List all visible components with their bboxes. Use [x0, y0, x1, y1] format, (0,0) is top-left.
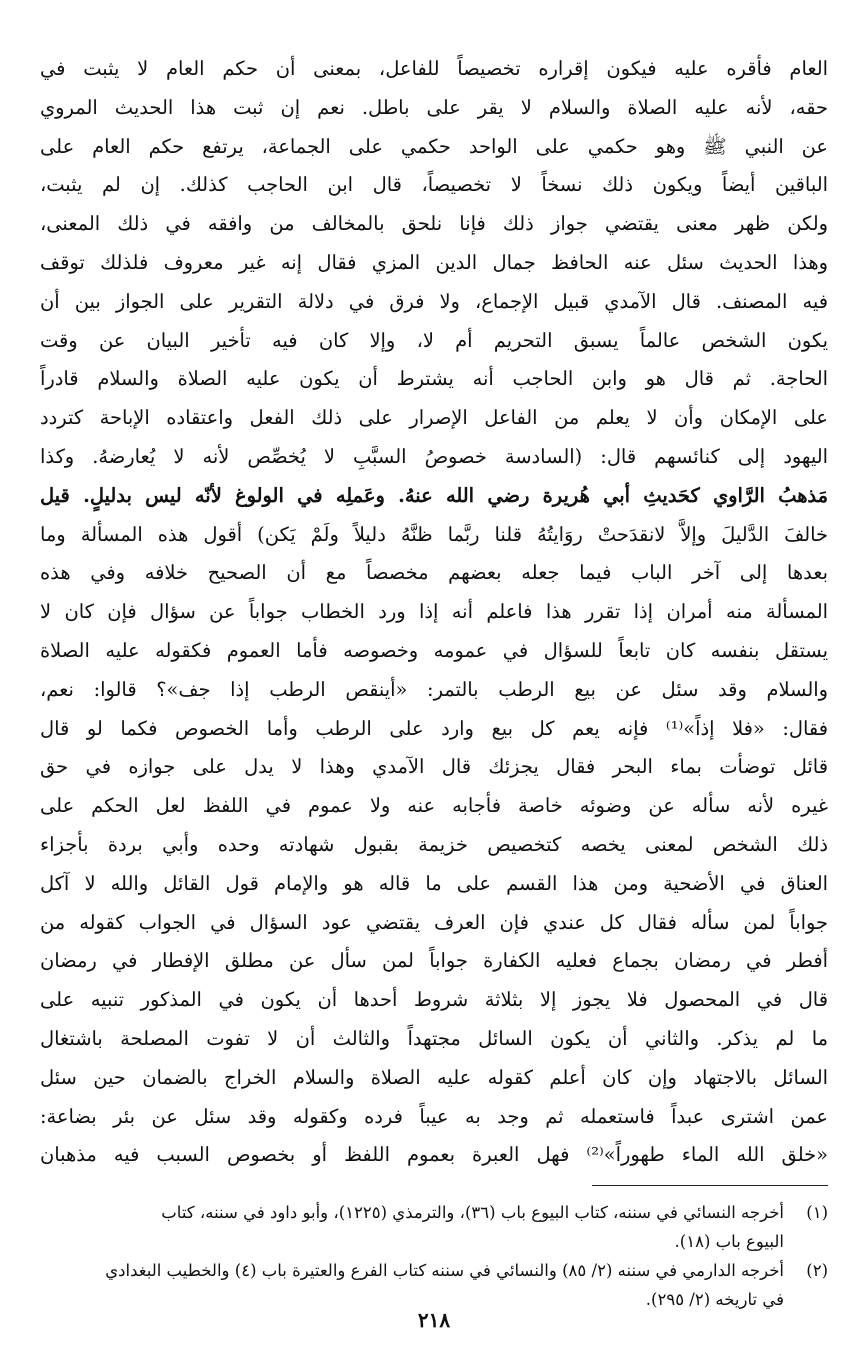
footnote-line: البيوع باب (١٨).: [674, 1232, 784, 1252]
body-line: حقه، لأنه عليه الصلاة والسلام لا يقر على باطل. نعم إن ثبت هذا الحديث المروي: [40, 95, 828, 119]
body-line: خالفَ الدَّليلَ وإلاَّ لانقدَحتْ روَايتُهُ قلنا ربَّما ظنَّهُ دليلاً ولَمْ يَكن) أقول هذه المسألة وما: [40, 522, 828, 546]
footnote: [40, 1198, 828, 1256]
page-content: [40, 50, 828, 1314]
body-line: على الإمكان وأن لا يعلم من الفاعل الإصرار على ذلك الفعل واعتقاده الإباحة كتردد: [40, 406, 828, 430]
body-line: يكون الشخص عالماً يسبق التحريم أم لا، وإلا كان فيه تأخير البيان عن وقت: [40, 328, 828, 352]
body-text: [40, 50, 828, 1175]
body-line: «خلق الله الماء طهوراً»⁽²⁾ فهل العبرة بعموم اللفظ أو بخصوص السبب فيه مذهبان: [40, 1143, 828, 1167]
body-line: السائل بالاجتهاد وإن كان أعلم كقوله عليه الصلاة والسلام الخراج بالضمان حين سئل: [40, 1065, 828, 1089]
body-line: الحاجة. ثم قال هو وابن الحاجب أنه يشترط أن يكون عليه الصلاة والسلام قادراً: [40, 367, 828, 391]
body-line: فيه المصنف. قال الآمدي قبيل الإجماع، ولا فرق في دلالة التقرير على الجواز بين أن: [40, 289, 828, 313]
footnote-line: أخرجه النسائي في سننه، كتاب البيوع باب (٣٦)، والترمذي (١٢٢٥)، وأبو داود في سننه، كتاب: [161, 1203, 784, 1223]
footnote-text: [40, 1198, 784, 1256]
body-line: الباقين أيضاً ويكون ذلك نسخاً لا تخصيصاً، قال ابن الحاجب كذلك. إن لم يثبت،: [40, 173, 828, 197]
footnote-text: [40, 1256, 784, 1314]
body-line: اليهود إلى كنائسهم قال: (السادسة خصوصُ السبَّبِ لا يُخصِّص لأنه لا يُعارضهُ. وكذا: [40, 444, 828, 468]
footnote-number: (٢): [806, 1261, 828, 1281]
footnote-line: أخرجه الدارمي في سننه (٢/ ٨٥) والنسائي في سننه كتاب الفرع والعتيرة باب (٤) والخطيب البغدادي: [105, 1261, 784, 1281]
body-line: والسلام وقد سئل عن بيع الرطب بالتمر: «أينقص الرطب إذا جف»؟ قالوا: نعم،: [40, 677, 828, 701]
footnotes: [40, 1198, 828, 1314]
footnote-number: (١): [806, 1203, 828, 1223]
footnote: [40, 1256, 828, 1314]
footnote-separator: [592, 1185, 828, 1186]
footnote-line: في تاريخه (٢/ ٢٩٥).: [645, 1290, 784, 1310]
body-line: ذلك الشخص لمعنى يخصه كتخصيص خزيمة بقبول شهادته وحده وأبي بردة بأجزاء: [40, 832, 828, 856]
body-line: بعدها إلى آخر الباب فيما جعله بعضهم مخصصاً مع أن الصحيح خلافه وفي هذه: [40, 561, 828, 585]
body-line: غيره لأنه سأله عن وضوئه خاصة فأجابه عنه ولا عموم في اللفظ لعل الحكم على: [40, 794, 828, 818]
body-line: وهذا الحديث سئل عنه الحافظ جمال الدين المزي فقال إنه غير معروف فلذلك توقف: [40, 250, 828, 274]
body-line: جواباً لمن سأله فقال كل عندي فإن العرف يقتضي عود السؤال في الجواب كقوله من: [40, 910, 828, 934]
body-line: فقال: «فلا إذاً»⁽¹⁾ فإنه يعم كل بيع وارد على الرطب وأما الخصوص فكما لو قال: [40, 716, 828, 740]
body-line: المسألة منه أمران إذا تقرر هذا فاعلم أنه إذا ورد الخطاب جواباً عن سؤال فإن كان لا: [40, 600, 828, 624]
body-line: عن النبي ﷺ وهو حكمي على الواحد حكمي على الجماعة، يرتفع حكم العام على: [40, 134, 828, 158]
page-number: ٢١٨: [417, 1308, 451, 1332]
body-line: يستقل بنفسه كان تابعاً للسؤال في عمومه وخصوصه فأما العموم فكقوله عليه الصلاة: [40, 638, 828, 662]
body-line: قائل توضأت بماء البحر فقال يجزئك قال الآمدي وهذا لا يدل على جوازه في حق: [40, 755, 828, 779]
body-line: عمن اشترى عبداً فاستعمله ثم وجد به عيباً فرده وكقوله وقد سئل عن بئر بضاعة:: [40, 1104, 828, 1128]
body-line: ما لم يذكر. والثاني أن يكون السائل مجتهداً والثالث أن لا تفوت المصلحة باشتغال: [40, 1026, 828, 1050]
body-line: أفطر في رمضان بجماع فعليه الكفارة جواباً لمن سأل عن مطلق الإفطار في رمضان: [40, 949, 828, 973]
quoted-text-line: مَذهبُ الرَّاوي كحَديثِ أبي هُريرة رضي الله عنهُ. وعَملِه في الولوغ لأنّه ليس بدليلٍ. قيل: [40, 483, 828, 507]
body-line: قال في المحصول فلا يجوز إلا بثلاثة شروط أحدها أن يكون في المذكور تنبيه على: [40, 988, 828, 1012]
body-line: العناق في الأضحية ومن هذا القسم على ما قاله هو والإمام قول القائل والله لا آكل: [40, 871, 828, 895]
body-line: ولكن ظهر معنى يقتضي جواز ذلك فإنا نلحق بالمخالف من وافقه في ذلك المعنى،: [40, 212, 828, 236]
body-line: العام فأقره عليه فيكون إقراره تخصيصاً للفاعل، بمعنى أن حكم العام لا يثبت في: [40, 57, 828, 80]
